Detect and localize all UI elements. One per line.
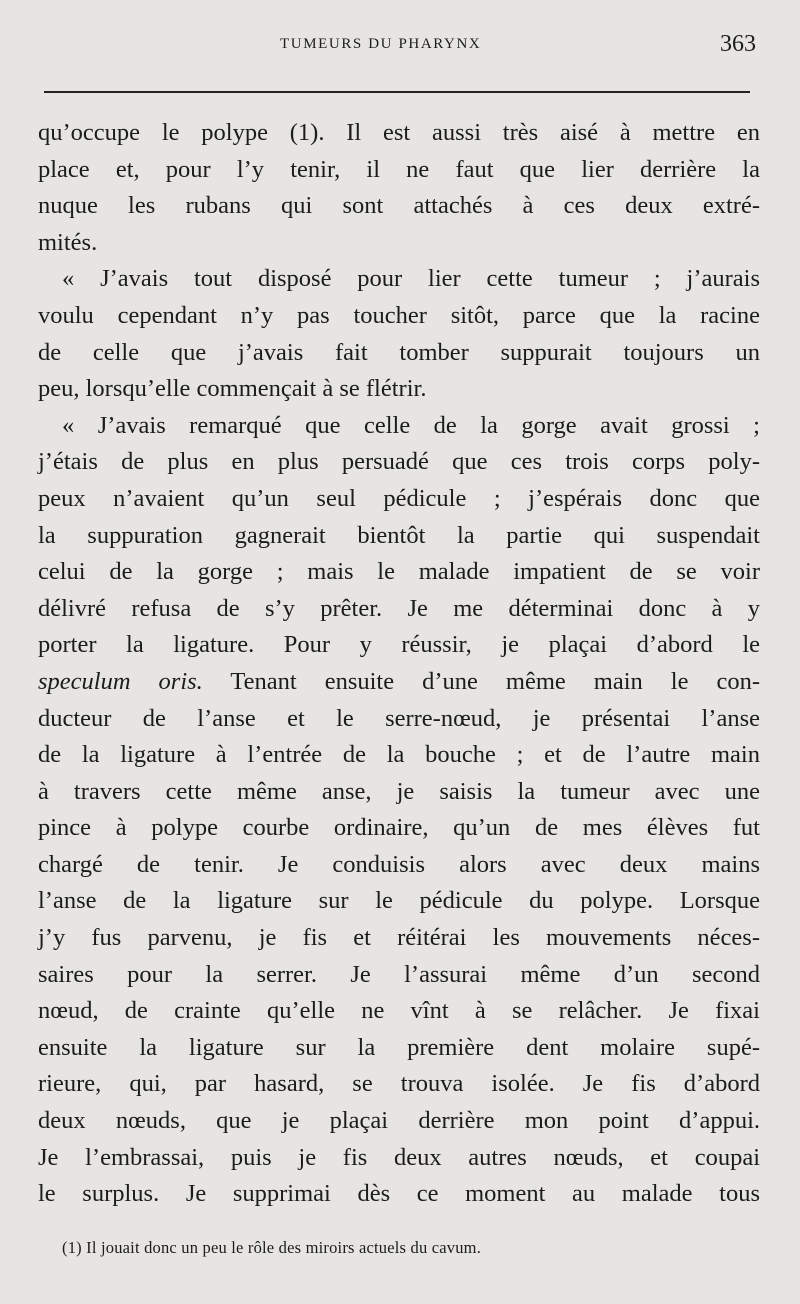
text-line: « J’avais tout disposé pour lier cette tumeur ; j’aurais — [62, 265, 760, 293]
text-line: peu, lorsqu’elle commençait à se flétrir. — [38, 375, 427, 403]
text-line-with-italic — [38, 664, 760, 701]
text-line: pince à polype courbe ordinaire, qu’un de mes élèves fut — [38, 814, 760, 842]
text-line: la suppuration gagnerait bientôt la partie qui suspendait — [38, 521, 760, 549]
header-rule — [44, 91, 750, 93]
text-line: le surplus. Je supprimai dès ce moment au malade tous — [38, 1180, 760, 1208]
text-line: place et, pour l’y tenir, il ne faut que lier derrière la — [38, 155, 760, 183]
text-line: j’y fus parvenu, je fis et réitérai les mouvements néces- — [38, 924, 760, 952]
text-line: ensuite la ligature sur la première dent molaire supé- — [38, 1033, 760, 1061]
text-line: chargé de tenir. Je conduisis alors avec deux mains — [38, 850, 760, 878]
text-line: nuque les rubans qui sont attachés à ces deux extré- — [38, 192, 760, 220]
text-line: porter la ligature. Pour y réussir, je plaçai d’abord le — [38, 631, 760, 659]
text-line: de celle que j’avais fait tomber suppurait toujours un — [38, 338, 760, 366]
text-line: rieure, qui, par hasard, se trouva isolée. Je fis d’abord — [38, 1070, 760, 1098]
text-line: saires pour la serrer. Je l’assurai même d’un second — [38, 960, 760, 988]
text-line: j’étais de plus en plus persuadé que ces trois corps poly- — [38, 448, 760, 476]
text-line: nœud, de crainte qu’elle ne vînt à se relâcher. Je fixai — [38, 997, 760, 1025]
body-text — [38, 115, 760, 1213]
running-title: TUMEURS DU PHARYNX — [280, 36, 482, 52]
text-line: Je l’embrassai, puis je fis deux autres nœuds, et coupai — [38, 1143, 760, 1171]
text-line: à travers cette même anse, je saisis la tumeur avec une — [38, 777, 760, 805]
text-line: l’anse de la ligature sur le pédicule du polype. Lorsque — [38, 887, 760, 915]
text-line: mités. — [38, 228, 98, 256]
italic-term: speculum oris. — [38, 667, 203, 695]
text-line: de la ligature à l’entrée de la bouche ; et de l’autre main — [38, 741, 760, 769]
footnote: (1) Il jouait donc un peu le rôle des miroirs actuels du cavum. — [62, 1238, 482, 1257]
text-line: deux nœuds, que je plaçai derrière mon point d’appui. — [38, 1107, 760, 1135]
text-line: celui de la gorge ; mais le malade impatient de se voir — [38, 558, 760, 586]
text-line: peux n’avaient qu’un seul pédicule ; j’espérais donc que — [38, 484, 760, 512]
text-line: « J’avais remarqué que celle de la gorge avait grossi ; — [62, 411, 760, 439]
text-line: ducteur de l’anse et le serre-nœud, je présentai l’anse — [38, 704, 760, 732]
page-number: 363 — [720, 31, 756, 57]
text-line-rest: Tenant ensuite d’une même main le con- — [230, 667, 760, 695]
text-line: délivré refusa de s’y prêter. Je me déterminai donc à y — [38, 594, 760, 622]
text-line: qu’occupe le polype (1). Il est aussi très aisé à mettre en — [38, 119, 760, 146]
text-line: voulu cependant n’y pas toucher sitôt, parce que la racine — [38, 301, 760, 329]
